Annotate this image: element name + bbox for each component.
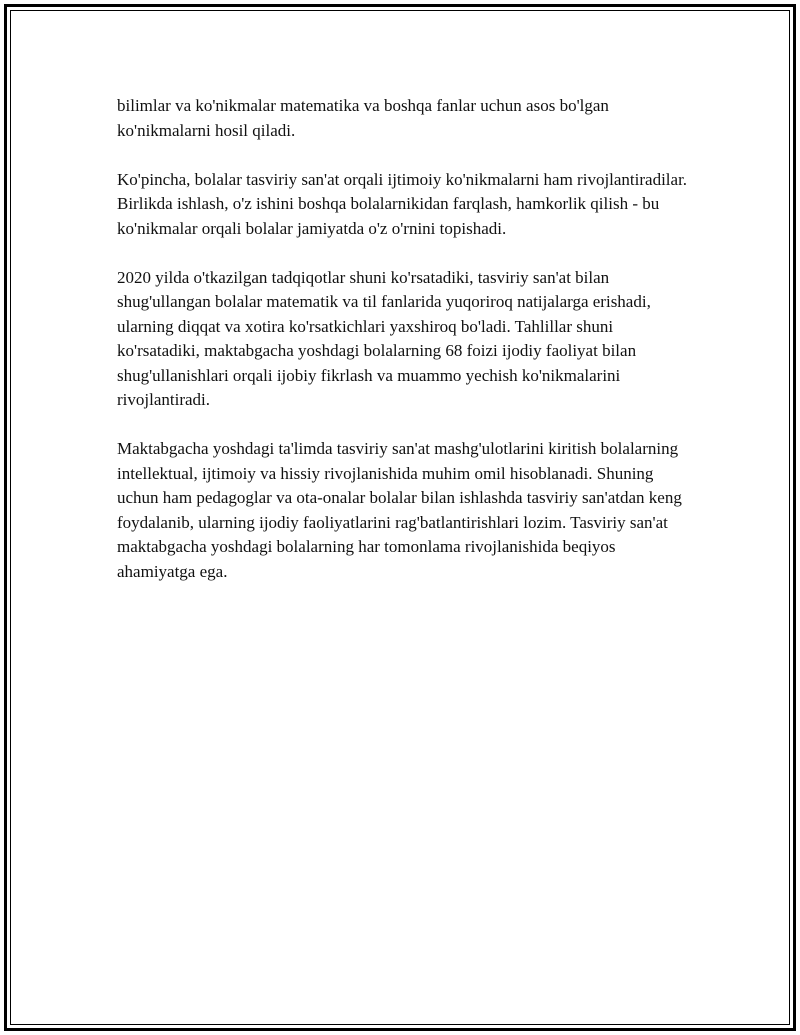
- paragraph-1: bilimlar va ko'nikmalar matematika va boshqa fanlar uchun asos bo'lgan ko'nikmalarni hosil qiladi.: [117, 96, 609, 140]
- document-body: [117, 94, 697, 609]
- paragraph-2: Ko'pincha, bolalar tasviriy san'at orqali ijtimoiy ko'nikmalarni ham rivojlantiradilar. Birlikda ishlash, o'z ishini boshqa bolalarnikidan farqlash, hamkorlik qilish - bu ko'nikmalar orqali bolalar jamiyatda o'z o'rnini topishadi.: [117, 169, 688, 238]
- paragraph-3: 2020 yilda o'tkazilgan tadqiqotlar shuni ko'rsatadiki, tasviriy san'at bilan shug'ullangan bolalar matematik va til fanlarida yuqoriroq natijalarga erishadi, ularning diqqat va xotira ko'rsatkichlari yaxshiroq bo'ladi. Tahlillar shuni ko'rsatadiki, maktabgacha yoshdagi bolalarning 68 foizi ijodiy faoliyat bilan shug'ullanishlari orqali ijobiy fikrlash va muammo yechish ko'nikmalarini rivojlantiradi.: [117, 267, 651, 409]
- paragraph-4: Maktabgacha yoshdagi ta'limda tasviriy san'at mashg'ulotlarini kiritish bolalarning intellektual, ijtimoiy va hissiy rivojlanishida muhim omil hisoblanadi. Shuning uchun ham pedagoglar va ota-onalar bolalar bilan ishlashda tasviriy san'atdan keng foydalanib, ularning ijodiy faoliyatlarini rag'batlantirishlari lozim. Tasviriy san'at maktabgacha yoshdagi bolalarning har tomonlama rivojlanishida beqiyos ahamiyatga ega.: [117, 439, 682, 581]
